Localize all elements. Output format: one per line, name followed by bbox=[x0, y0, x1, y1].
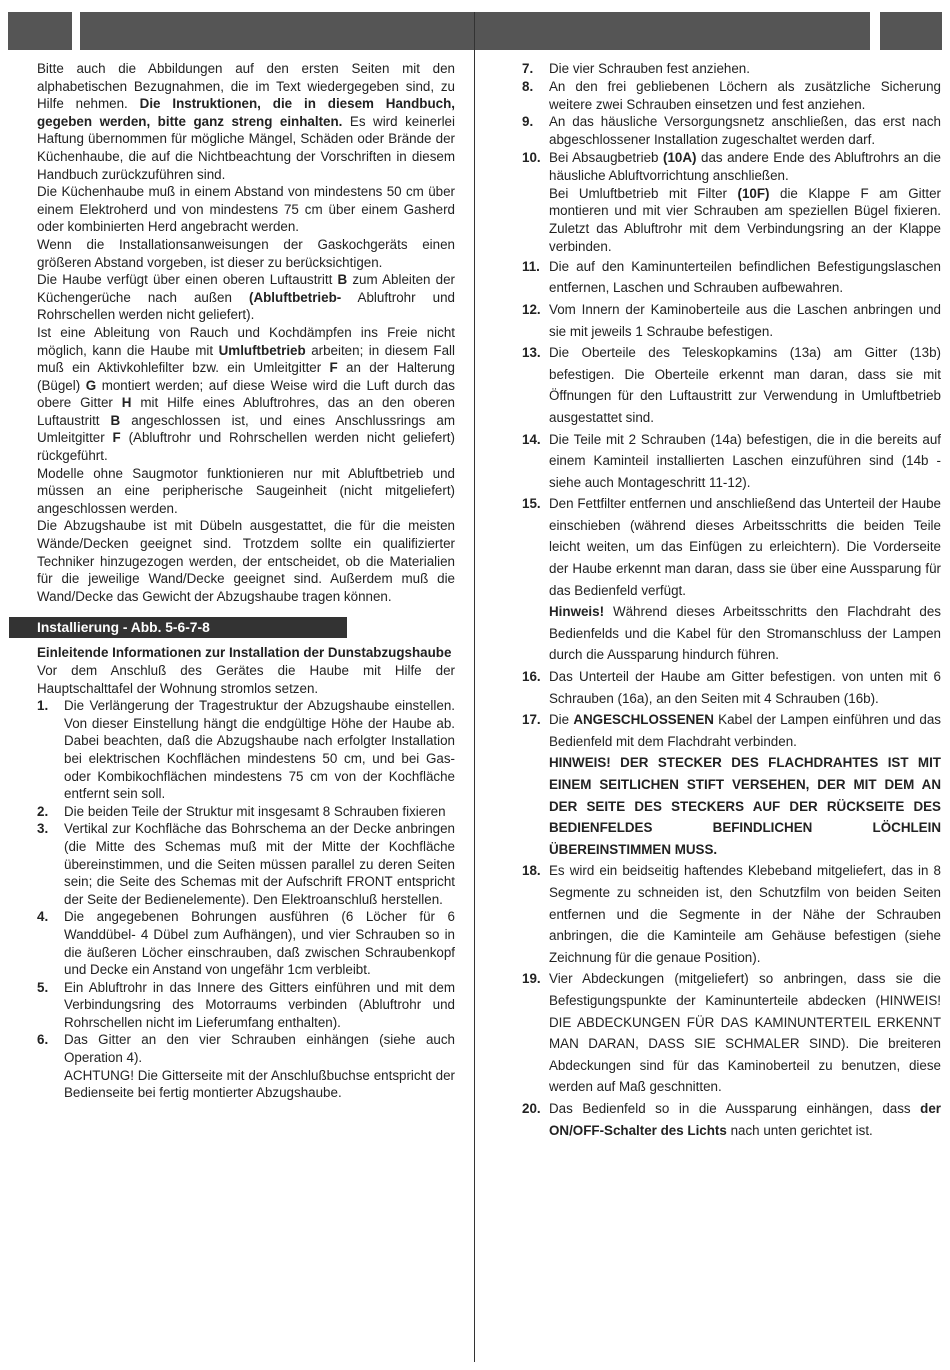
left-column bbox=[37, 60, 455, 1102]
step-13: 13. Die Oberteile des Teleskopkamins (13a) am Gitter (13b) befestigen. Die Oberteile erkennt man daran, dass sie mit Öffnungen für den Luftaustritt zur Verwendung in Umluftbetrieb ausgestattet sind. bbox=[522, 345, 941, 425]
step-16: 16. Das Unterteil der Haube am Gitter befestigen. von unten mit 6 Schrauben (16a), an den Seiten mit 4 Schrauben (16b). bbox=[522, 669, 941, 706]
header-bar-left bbox=[8, 12, 72, 50]
step-10: 10. Bei Absaugbetrieb (10A) das andere Ende des Abluftrohrs an die häusliche Abluftvorrichtung anschließen. Bei Umluftbetrieb mit Filter (10F) die Klappe F am Gitter montieren und mit vier Schrauben am speziellen Bügel fixieren. Zuletzt das Abluftrohr mit dem Verbindungsring an der Klappe verbinden. bbox=[522, 149, 941, 254]
step-20: 20. Das Bedienfeld so in die Aussparung einhängen, dass der ON/OFF-Schalter des Lichts nach unten gerichtet ist. bbox=[522, 1100, 941, 1138]
header-bar-right bbox=[880, 12, 942, 50]
step-6-note: ACHTUNG! Die Gitterseite mit der Anschlußbuchse entspricht der Bedienseite bei fertig montierter Abzugshaube. bbox=[64, 1067, 455, 1101]
step-18: 18. Es wird ein beidseitig haftendes Klebeband mitgeliefert, das in 8 Segmente zu schneiden ist, den Schutzfilm von beiden Seiten entfernen und die Segmente in der Nähe der Schrauben anbringen, die die Kaminteile am Gehäuse befestigen (siehe Zeichnung für die genaue Position). bbox=[522, 863, 941, 965]
step-15: 15. Den Fettfilter entfernen und anschließend das Unterteil der Haube einschieben (während dieses Arbeitsschritts die beiden Teile leicht weiten, um das Einfügen zu erleichtern). Die Vorderseite der Haube erkennt man daran, dass sie über eine Aussparung für das Bedienfeld verfügt. Hinweis! Während dieses Arbeitsschritts den Flachdraht des Bedienfelds und die Kabel für den Stromanschluss der Lampen durch die Aussparung hindurch führen. bbox=[522, 496, 941, 663]
step-17: 17. Die ANGESCHLOSSENEN Kabel der Lampen einführen und das Bedienfeld mit dem Flachdraht verbinden. HINWEIS! DER STECKER DES FLACHDRAHTES IST MIT EINEM SEITLICHEN STIFT VERSEHEN, DER MIT DEM AN DER SEITE DES STECKERS AUF DER RÜCKSEITE DES BEDIENFELDES BEFINDLICHEN LÖCHLEIN ÜBEREINSTIMMEN MUSS. bbox=[522, 712, 941, 857]
step-14: 14. Die Teile mit 2 Schrauben (14a) befestigen, die in die bereits auf einem Kaminteil installierten Laschen einzuführen sind (14b - siehe auch Montageschritt 11-12). bbox=[522, 431, 941, 490]
step-4: 4. Die angegebenen Bohrungen ausführen (6 Löcher für 6 Wanddübel- 4 Dübel zum Aufhängen), und vier Schrauben so in die äußeren Löcher einschrauben, daß zwischen Schraubenkopf und Decke ein Anstand von ungefähr 1cm verbleibt. bbox=[37, 909, 455, 978]
right-column bbox=[522, 60, 941, 1141]
section-title-bar: Installierung - Abb. 5-6-7-8 bbox=[9, 617, 347, 638]
column-divider bbox=[474, 12, 475, 1362]
subheading: Einleitende Informationen zur Installation der Dunstabzugshaube bbox=[37, 645, 452, 661]
intro-paragraph-2: Die Küchenhaube muß in einem Abstand von mindestens 50 cm über einem Elektroherd und von mindestens 75 cm über einem Gasherd oder kombinierten Herd angebracht werden. bbox=[37, 184, 455, 235]
intro-paragraph-3: Wenn die Installationsanweisungen der Gaskochgeräts einen größeren Abstand vorgeben, ist dieser zu berücksichtigen. bbox=[37, 236, 455, 270]
step-19: 19. Vier Abdeckungen (mitgeliefert) so anbringen, dass sie die Befestigungspunkte der Kaminunterteile abdecken (HINWEIS! DIE ABDECKUNGEN FÜR DAS KAMINUNTERTEIL ERKENNT MAN DARAN, DASS SIE SCHMALER SIND). Die breiteren Abdeckungen sind für das Kaminoberteil zu benutzen, diese werden auf Maß geschnitten. bbox=[522, 971, 941, 1095]
intro-paragraph-1: Bitte auch die Abbildungen auf den ersten Seiten mit den alphabetischen Bezugnahmen, die im Text wiedergegeben sind, zu Hilfe nehmen. Die Instruktionen, die in diesem Handbuch, gegeben werden, bitte ganz streng einhalten. Es wird keinerlei Haftung übernommen für mögliche Mängel, Schäden oder Brände der Küchenhaube, die auf die Nichtbeachtung der Vorschriften in diesem Handbuch zurückzuführen sind. bbox=[37, 61, 455, 182]
step-17-warning: HINWEIS! DER STECKER DES FLACHDRAHTES IST MIT EINEM SEITLICHEN STIFT VERSEHEN, DER MIT DEM AN DER SEITE DES STECKERS AUF DER RÜCKSEITE DES BEDIENFELDES BEFINDLICHEN LÖCHLEIN ÜBEREINSTIMMEN MUSS. bbox=[549, 755, 941, 857]
intro-paragraph-5: Ist eine Ableitung von Rauch und Kochdämpfen ins Freie nicht möglich, kann die Haube mit Umluftbetrieb arbeiten; in diesem Fall muß ein Aktivkohlefilter bzw. ein Umleitgitter F an der Halterung (Bügel) G montiert werden; auf diese Weise wird die Luft durch das obere Gitter H mit Hilfe eines Abluftrohres, das an den oberen Luftaustritt B angeschlossen ist, und eines Anschlussrings am Umleitgitter F (Abluftrohr und Rohrschellen werden nicht geliefert) rückgeführt. bbox=[37, 324, 455, 464]
step-2: 2. Die beiden Teile der Struktur mit insgesamt 8 Schrauben fixieren bbox=[37, 803, 446, 819]
step-8: 8. An den frei gebliebenen Löchern als zusätzliche Sicherung weitere zwei Schrauben einsetzen und fest anziehen. bbox=[522, 78, 941, 112]
step-3: 3. Vertikal zur Kochfläche das Bohrschema an der Decke anbringen (die Mitte des Schemas muß mit der Mitte der Kochfläche übereinstimmen, und die Seiten müssen parallel zu deren Seiten sein; die Seite des Schemas mit der Aufschrift FRONT entspricht der Seite der Bedienelemente). Den Elektroanschluß herstellen. bbox=[37, 821, 455, 907]
pre-steps-paragraph: Vor dem Anschluß des Gerätes die Haube mit Hilfe der Hauptschalttafel der Wohnung stromlos setzen. bbox=[37, 663, 455, 696]
step-1: 1. Die Verlängerung der Tragestruktur der Abzugshaube einstellen. Von dieser Einstellung hängt die endgültige Höhe der Haube ab. Dabei beachten, daß die Abzugshaube nach erfolgter Installation bei elektrischen Kochflächen mindestens 50 cm, und bei Gas- oder Kombikochflächen mindestens 75 cm von der Kochfläche entfernt sein soll. bbox=[37, 698, 455, 802]
header-bar-center bbox=[80, 12, 870, 50]
step-11: 11. Die auf den Kaminunterteilen befindlichen Befestigungslaschen entfernen, Laschen und Schrauben aufbewahren. bbox=[522, 258, 941, 296]
intro-paragraph-7: Die Abzugshaube ist mit Dübeln ausgestattet, die für die meisten Wände/Decken geeignet sind. Trotzdem sollte ein qualifizierter Techniker hinzugezogen werden, der entscheidet, ob die Materialien für die jeweilige Wand/Decke geeignet sind. Außerdem muß die Wand/Decke das Gewicht der Abzugshaube tragen können. bbox=[37, 518, 455, 604]
step-15-note-label: Hinweis! bbox=[549, 604, 605, 620]
step-9: 9. An das häusliche Versorgungsnetz anschließen, das erst nach abgeschlossener Installation zugeschaltet werden darf. bbox=[522, 114, 941, 148]
step-5: 5. Ein Abluftrohr in das Innere des Gitters einführen und mit dem Verbindungsring des Motorraums verbinden (Abluftrohr und Rohrschellen nicht im Lieferumfang enthalten). bbox=[37, 979, 455, 1030]
intro-paragraph-6: Modelle ohne Saugmotor funktionieren nur mit Abluftbetrieb und müssen an eine peripherische Saugeinheit (nicht mitgeliefert) angeschlossen werden. bbox=[37, 465, 455, 516]
step-7: 7. Die vier Schrauben fest anziehen. bbox=[522, 61, 750, 76]
step-6: 6. Das Gitter an den vier Schrauben einhängen (siehe auch Operation 4). ACHTUNG! Die Gitterseite mit der Anschlußbuchse entspricht der Bedienseite bei fertig montierter Abzugshaube. bbox=[37, 1032, 455, 1101]
intro-paragraph-4: Die Haube verfügt über einen oberen Luftaustritt B zum Ableiten der Küchengerüche nach außen (Abluftbetrieb- Abluftrohr und Rohrschellen werden nicht geliefert). bbox=[37, 272, 456, 323]
step-12: 12. Vom Innern der Kaminoberteile aus die Laschen anbringen und sie mit jeweils 1 Schraube befestigen. bbox=[522, 301, 941, 339]
step-15-note: Während dieses Arbeitsschritts den Flachdraht des Bedienfelds und die Kabel für den Stromanschluss der Lampen durch die Aussparung hindurch führen. bbox=[549, 604, 941, 663]
